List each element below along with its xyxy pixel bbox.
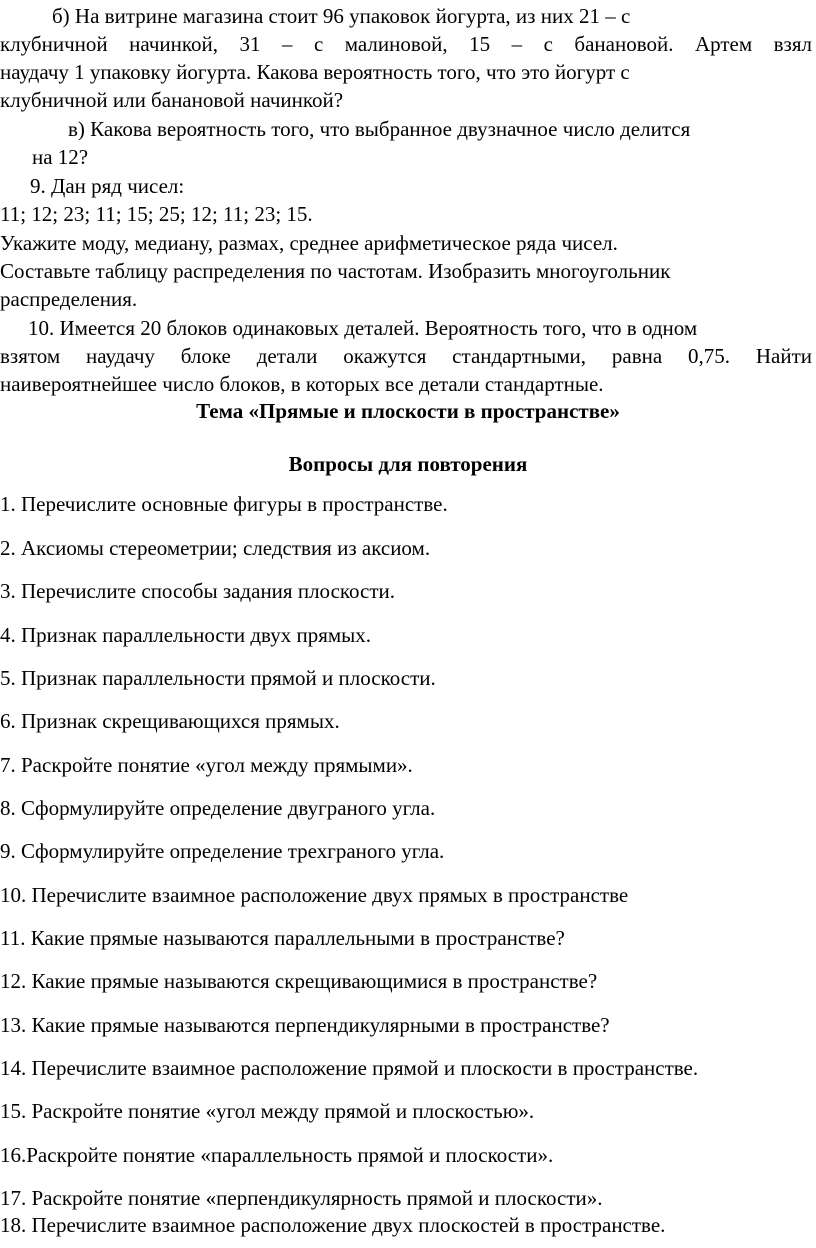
problem-9-numbers: 11; 12; 23; 11; 15; 25; 12; 11; 23; 15. (0, 202, 313, 226)
problem-b-line-3: наудачу 1 упаковку йогурта. Какова вероятность того, что это йогурт с (0, 60, 630, 84)
question-12: 12. Какие прямые называются скрещивающимися в пространстве? (0, 969, 598, 993)
topic-title: Тема «Прямые и плоскости в пространстве» (196, 399, 620, 423)
review-title: Вопросы для повторения (288, 452, 528, 476)
question-5: 5. Признак параллельности прямой и плоскости. (0, 666, 436, 690)
question-2: 2. Аксиомы стереометрии; следствия из аксиом. (0, 536, 431, 560)
question-7: 7. Раскройте понятие «угол между прямыми». (0, 753, 413, 777)
problem-9-line-1: Укажите моду, медиану, размах, среднее арифметическое ряда чисел. (0, 231, 618, 255)
question-13: 13. Какие прямые называются перпендикулярными в пространстве? (0, 1013, 610, 1037)
problem-10-line-2: взятом наудачу блоке детали окажутся стандартными, равна 0,75. Найти (0, 344, 812, 368)
problem-10-line-1: 10. Имеется 20 блоков одинаковых деталей. Вероятность того, что в одном (28, 316, 698, 340)
question-15: 15. Раскройте понятие «угол между прямой и плоскостью». (0, 1099, 535, 1123)
question-11: 11. Какие прямые называются параллельными в пространстве? (0, 926, 565, 950)
question-18: 18. Перечислите взаимное расположение двух плоскостей в пространстве. (0, 1213, 666, 1237)
problem-9-line-2: Составьте таблицу распределения по частотам. Изобразить многоугольник (0, 259, 671, 283)
problem-v-line-2: на 12? (32, 145, 89, 169)
question-3: 3. Перечислите способы задания плоскости. (0, 579, 396, 603)
problem-b-line-4: клубничной или банановой начинкой? (0, 88, 344, 112)
question-1: 1. Перечислите основные фигуры в пространстве. (0, 492, 448, 516)
question-14: 14. Перечислите взаимное расположение прямой и плоскости в пространстве. (0, 1056, 699, 1080)
problem-v-line-1: в) Какова вероятность того, что выбранное двузначное число делится (68, 117, 691, 141)
question-10: 10. Перечислите взаимное расположение двух прямых в пространстве (0, 883, 629, 907)
problem-10-line-3: наивероятнейшее число блоков, в которых все детали стандартные. (0, 372, 604, 396)
question-6: 6. Признак скрещивающихся прямых. (0, 709, 340, 733)
problem-b-line-2: клубничной начинкой, 31 – с малиновой, 15 – с банановой. Артем взял (0, 32, 812, 56)
problem-9-line-3: распределения. (0, 287, 138, 311)
question-9: 9. Сформулируйте определение трехграного угла. (0, 839, 445, 863)
question-16: 16.Раскройте понятие «параллельность прямой и плоскости». (0, 1143, 554, 1167)
question-17: 17. Раскройте понятие «перпендикулярность прямой и плоскости». (0, 1186, 603, 1210)
question-4: 4. Признак параллельности двух прямых. (0, 623, 372, 647)
question-8: 8. Сформулируйте определение двуграного угла. (0, 796, 436, 820)
problem-9-title: 9. Дан ряд чисел: (30, 174, 185, 198)
problem-b-line-1: б) На витрине магазина стоит 96 упаковок йогурта, из них 21 – с (52, 4, 631, 28)
